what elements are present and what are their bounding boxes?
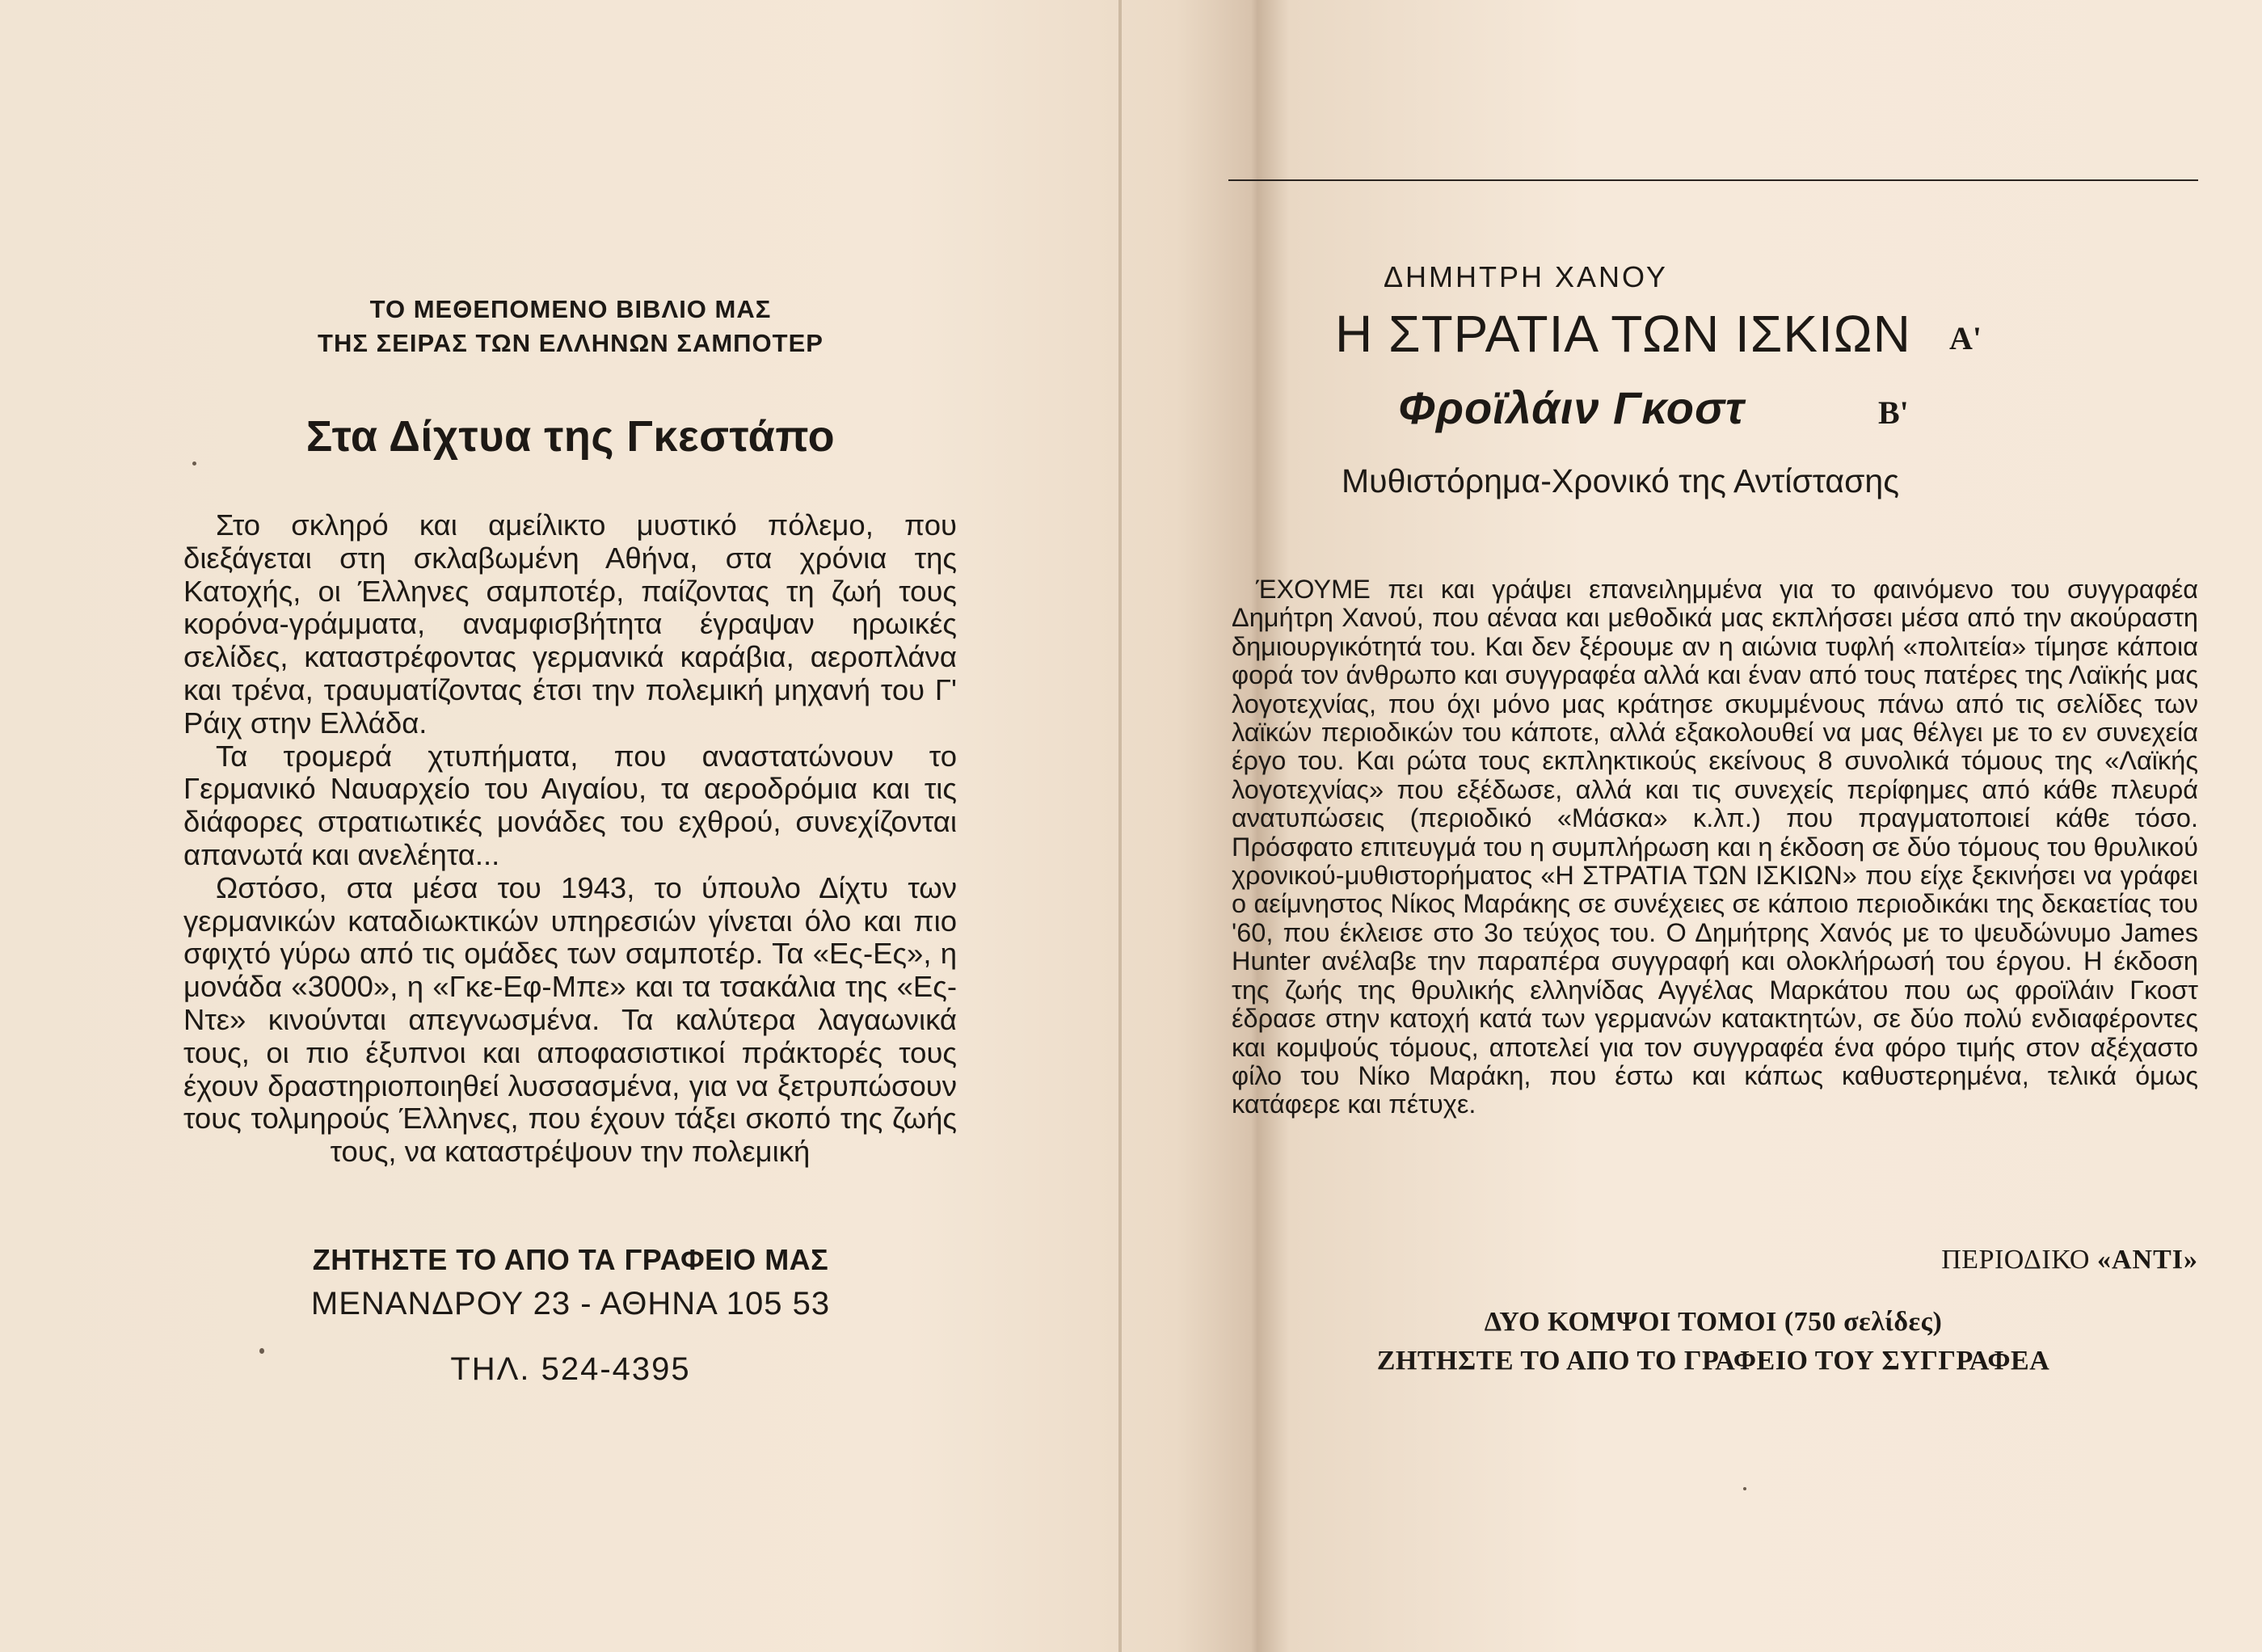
- book-subtitle: Μυθιστόρημα-Χρονικό της Αντίστασης: [1342, 462, 1899, 499]
- review-source-prefix: ΠΕΡΙΟΔΙΚΟ: [1941, 1245, 2090, 1275]
- order-instruction: ΖΗΤΗΣΤΕ ΤΟ ΑΠΟ ΤΑ ΓΡΑΦΕΙΟ ΜΑΣ: [312, 1243, 829, 1276]
- book-title-volume-b: Φροϊλάιν Γκοστ: [1398, 382, 1746, 433]
- next-book-heading-line2: ΤΗΣ ΣΕΙΡΑΣ ΤΩΝ ΕΛΛΗΝΩΝ ΣΑΜΠΟΤΕΡ: [318, 329, 824, 357]
- description-paragraph: Στο σκληρό και αμείλικτο μυστικό πόλεμο, που διεξάγεται στη σκλαβωμένη Αθήνα, στα χρόνια της Κατοχής, οι Έλληνες σαμποτέρ, παίζοντας τη ζωή τους κορόνα-γράμματα, αναμφισβήτητα έγραψαν ηρωικές σελίδες, καταστρέφοντας γερμανικά καράβια, αεροπλάνα και τρένα, τραυματίζοντας έτσι την πολεμική μηχανή του Γ' Ράιχ στην Ελλάδα.: [183, 508, 957, 740]
- next-book-heading-line1: ΤΟ ΜΕΘΕΠΟΜΕΝΟ ΒΙΒΛΙΟ ΜΑΣ: [369, 295, 772, 323]
- author-name: ΔΗΜΗΤΡΗ ΧΑΝΟΥ: [1384, 260, 1668, 293]
- left-page: [0, 0, 1118, 1652]
- book-title-volume-a: Η ΣΤΡΑΤΙΑ ΤΩΝ ΙΣΚΙΩΝ: [1335, 305, 1911, 363]
- print-speck: [192, 461, 196, 466]
- review-source: [1941, 1245, 2198, 1275]
- review-text: ΈΧΟΥΜΕ πει και γράψει επανειλημμένα για το φαινόμενο του συγγραφέα Δημήτρη Χανού, που αέναα και μεθοδικά μας εκπλήσσει μέσα από την ακούραστη δημιουργικότητά του. Και δεν ξέρουμε αν η αιώνια τυφλή «πολιτεία» τίμησε κάποια φορά τον άνθρωπο και συγγραφέα αλλά και έναν από τους πατέρες της Λαϊκής μας λογοτεχνίας, που όχι μόνο μας κράτησε σκυμμένους πάνω από τις σελίδες των λαϊκών περιοδικών του κάποτε, αλλά εξακολουθεί να μας θέλγει με το εν συνεχεία έργο του. Και ρώτα τους εκπληκτικούς εκείνους 8 συνολικά τόμους της «Λαϊκής λογοτεχνίας» που εξέδωσε, αλλά και τις συνεχείς περίφημες από κάθε πλευρά ανατυπώσεις (περιοδικό «Μάσκα» κ.λπ.) που πραγματοποιεί κάθε τόσο. Πρόσφατο επιτευγμά του η συμπλήρωση και η έκδοση σε δύο τόμους του θρυλικού χρονικού-μυθιστορήματος «Η ΣΤΡΑΤΙΑ ΤΩΝ ΙΣΚΙΩΝ» που είχε ξεκινήσει να γράφει ο αείμνηστος Νίκος Μαράκης σε συνέχειες σε κάποιο περιοδικάκι της δεκαετίας του '60, που έκλεισε στο 3ο τεύχος του. Ο Δημήτρης Χανός με το ψευδώνυμο James Hunter ανέλαβε την παραπέρα συγγραφή και ολοκλήρωσή του έργου. Η έκδοση της ζωής της θρυλικής ελληνίδας Αγγέλας Μαρκάτου που ως φροϊλάιν Γκοστ έδρασε στην κατοχή κατά των γερμανών κατακτητών, σε δύο πολύ ενδιαφέροντες και κομψούς τόμους, αποτελεί για τον συγγραφέα ένα φόρο τιμής στον αξέχαστο φίλο του Νίκο Μαράκη, που έστω και κάπως καθυστερημένα, τελικά όμως κατάφερε και πέτυχε.: [1232, 575, 2198, 1119]
- top-rule: [1228, 179, 2198, 181]
- publisher-phone: ΤΗΛ. 524-4395: [450, 1351, 691, 1387]
- next-book-title: Στα Δίχτυα της Γκεστάπο: [305, 412, 836, 461]
- review-source-name: «ΑΝΤΙ»: [2096, 1245, 2198, 1275]
- print-speck: [259, 1348, 264, 1354]
- description-paragraph: Τα τρομερά χτυπήματα, που αναστατώνουν το Γερμανικό Ναυαρχείο του Αιγαίου, τα αεροδρόμια και τις διάφορες στρατιωτικές μονάδες του εχθρού, συνεχίζονται απανωτά και ανελέητα...: [183, 739, 957, 871]
- print-speck: [1743, 1487, 1746, 1490]
- volume-a-label: Α': [1949, 320, 1982, 356]
- book-gutter: [1118, 0, 1122, 1652]
- description-paragraph: Ωστόσο, στα μέσα του 1943, το ύπουλο Δίχτυ των γερμανικών καταδιωκτικών υπηρεσιών γίνεται όλο και πιο σφιχτό γύρω από τις ομάδες των σαμποτέρ. Τα «Ες-Ες», η μονάδα «3000», η «Γκε-Εφ-Μπε» και τα τσακάλια της «Ες-Ντε» κινούνται απεγνωσμένα. Τα καλύτερα λαγαωνικά τους, οι πιο έξυπνοι και αποφασιστικοί πράκτορές τους έχουν δραστηριοποιηθεί λυσσασμένα, για να ξετρυπώσουν τους τολμηρούς Έλληνες, που έχουν τάξει σκοπό της ζωής τους, να καταστρέψουν την πολεμική: [183, 870, 957, 1169]
- right-page: [1123, 0, 2262, 1652]
- volumes-info: ΔΥΟ ΚΟΜΨΟΙ ΤΟΜΟΙ (750 σελίδες): [1484, 1307, 1943, 1337]
- volume-b-label: Β': [1878, 394, 1909, 431]
- order-from-author: ΖΗΤΗΣΤΕ ΤΟ ΑΠΟ ΤΟ ΓΡΑΦΕΙΟ ΤΟΥ ΣΥΓΓΡΑΦΕΑ: [1376, 1346, 2050, 1376]
- next-book-description: [183, 509, 957, 1169]
- publisher-address: ΜΕΝΑΝΔΡΟΥ 23 - ΑΘΗΝΑ 105 53: [310, 1286, 831, 1321]
